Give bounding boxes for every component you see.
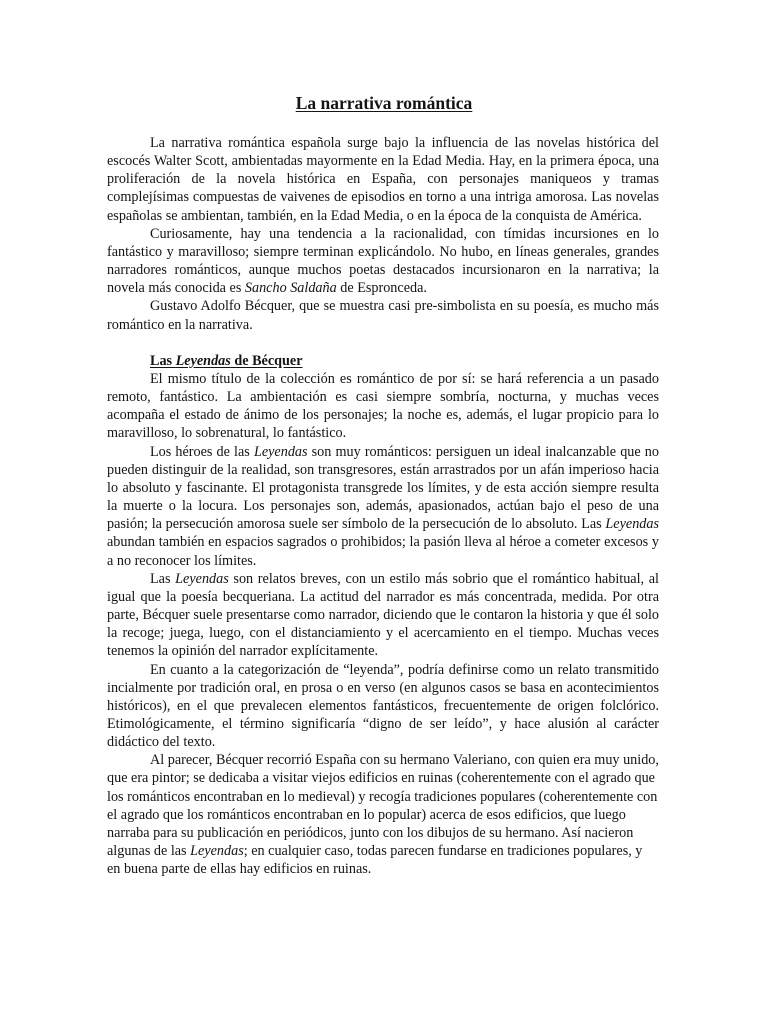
- section-heading: Las Leyendas de Bécquer: [150, 352, 303, 369]
- paragraph-intro-3: Gustavo Adolfo Bécquer, que se muestra casi pre-simbolista en su poesía, es mucho más romántico en la narrativa.: [107, 298, 659, 333]
- paragraph-section-1: El mismo título de la colección es romántico de por sí: se hará referencia a un pasado remoto, fantástico. La ambientación es casi siempre sombría, nocturna, y muchas veces acompaña el estado de ánimo de los personajes; la noche es, además, el lugar propicio para lo maravilloso, lo sobrenatural, lo fantástico.: [107, 371, 659, 442]
- book-title: Sancho Saldaña: [244, 280, 337, 297]
- paragraph-section-2: Los héroes de las Leyendas son muy románticos: persiguen un ideal inalcanzable que no pueden distinguir de la realidad, son transgresores, están arrastrados por un afán imperioso hacia lo absoluto y fascinante. El protagonista transgrede los límites, y de esta acción siempre resulta la muerte o la locura. Los personajes son, además, apasionados, actúan bajo el peso de una pasión; la persecución amorosa suele ser símbolo de la persecución de lo absoluto. Las Leyendas abundan también en espacios sagrados o prohibidos; la pasión lleva al héroe a cometer excesos y a no reconocer los límites.: [107, 443, 659, 569]
- document-body: [107, 134, 659, 878]
- section-spacer: [107, 334, 659, 352]
- paragraph-intro-1: La narrativa romántica española surge bajo la influencia de las novelas histórica del escocés Walter Scott, ambientadas mayormente en la Edad Media. Hay, en la primera época, una proliferación de la novela histórica en España, con personajes maniqueos y tramas complejísimas compuestas de vaivenes de episodios en torno a una intriga amorosa. Las novelas españolas se ambientan, también, en la Edad Media, o en la época de la conquista de América.: [107, 135, 659, 224]
- page-title: La narrativa romántica: [295, 93, 473, 113]
- paragraph-section-3: Las Leyendas son relatos breves, con un estilo más sobrio que el romántico habitual, al igual que la poesía becqueriana. La actitud del narrador es más concentrada, medida. Por otra parte, Bécquer suele presentarse como narrador, diciendo que le contaron la historia y que él solo la recoge; juega, luego, con el distanciamiento y el acercamiento en el tiempo. Muchas veces tenemos la opinión del narrador explícitamente.: [107, 570, 659, 660]
- paragraph-section-4: En cuanto a la categorización de “leyenda”, podría definirse como un relato transmitido incialmente por tradición oral, en prosa o en verso (en algunos casos se basa en acontecimientos históricos), en el que prevalecen elementos fantásticos, frecuentemente de origen folclórico. Etimológicamente, el término significaría “digno de ser leído”, y hace alusión al carácter didáctico del texto.: [107, 661, 659, 751]
- paragraph-intro-2: Curiosamente, hay una tendencia a la racionalidad, con tímidas incursiones en lo fantástico y maravilloso; siempre terminan explicándolo. No hubo, en líneas generales, grandes narradores románticos, aunque muchos poetas destacados incursionaron en la narrativa; la novela más conocida es Sancho Saldaña de Espronceda.: [107, 225, 659, 297]
- paragraph-section-5: Al parecer, Bécquer recorrió España con su hermano Valeriano, con quien era muy unido, que era pintor; se dedicaba a visitar viejos edificios en ruinas (coherentemente con el agrado que los románticos encontraban en lo medieval) y recogía tradiciones populares (coherentemente con el agrado que los románticos encontraban en lo popular) acerca de esos edificios, que luego narraba para su publicación en periódicos, junto con los dibujos de su hermano. Así nacieron algunas de las Leyendas; en cualquier caso, todas parecen fundarse en tradiciones populares, y en buena parte de ellas hay edificios en ruinas.: [107, 752, 659, 878]
